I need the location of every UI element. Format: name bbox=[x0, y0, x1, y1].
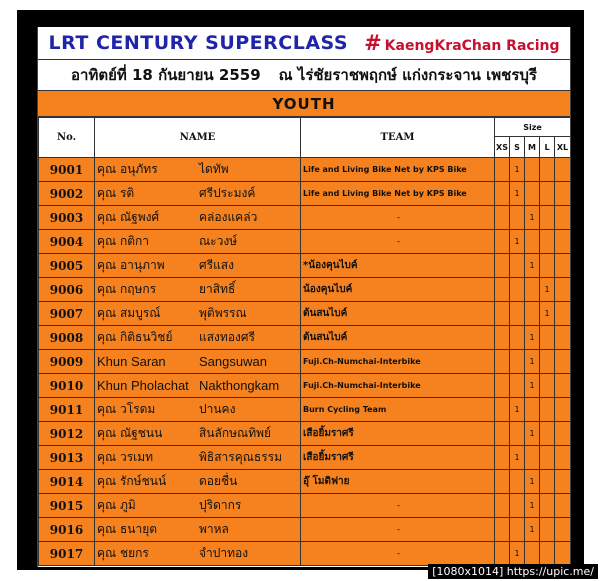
col-header-size-xl: XL bbox=[555, 137, 571, 158]
team-name: น้องคุนไบค์ bbox=[301, 278, 495, 302]
table-row bbox=[39, 542, 571, 566]
col-header-no: No. bbox=[39, 118, 95, 158]
size-cell-xl bbox=[555, 182, 571, 206]
size-cell-s: 1 bbox=[510, 230, 525, 254]
col-header-team: TEAM bbox=[301, 118, 495, 158]
participant-name bbox=[95, 302, 301, 326]
size-cell-xs bbox=[495, 182, 510, 206]
registration-sheet bbox=[37, 27, 571, 567]
event-hashtag bbox=[364, 31, 559, 55]
size-cell-l bbox=[540, 254, 555, 278]
size-cell-m: 1 bbox=[525, 422, 540, 446]
participant-number: 9008 bbox=[39, 326, 95, 350]
participant-number: 9014 bbox=[39, 470, 95, 494]
participant-name bbox=[95, 470, 301, 494]
participant-name bbox=[95, 158, 301, 182]
watermark: [1080x1014] https://upic.me/ bbox=[428, 564, 598, 579]
first-name: คุณ ณัฐพงศ์ bbox=[97, 210, 160, 224]
participant-name bbox=[95, 422, 301, 446]
table-row bbox=[39, 182, 571, 206]
size-cell-xl bbox=[555, 518, 571, 542]
table-row bbox=[39, 350, 571, 374]
size-cell-l bbox=[540, 422, 555, 446]
team-name: อุ๊ โมดิฟาย bbox=[301, 470, 495, 494]
table-row bbox=[39, 446, 571, 470]
event-title: LRT CENTURY SUPERCLASS bbox=[48, 32, 349, 54]
col-header-size: Size bbox=[495, 118, 571, 137]
last-name: พาหล bbox=[199, 522, 229, 536]
first-name: คุณ ธนายุต bbox=[97, 522, 158, 536]
size-cell-xs bbox=[495, 206, 510, 230]
size-cell-m: 1 bbox=[525, 518, 540, 542]
size-cell-xs bbox=[495, 230, 510, 254]
size-cell-xl bbox=[555, 278, 571, 302]
team-name: Life and Living Bike Net by KPS Bike bbox=[301, 158, 495, 182]
table-row bbox=[39, 518, 571, 542]
first-name: Khun Saran bbox=[97, 354, 166, 369]
size-cell-m bbox=[525, 446, 540, 470]
size-cell-xl bbox=[555, 446, 571, 470]
participant-name bbox=[95, 398, 301, 422]
size-cell-l: 1 bbox=[540, 278, 555, 302]
size-cell-xl bbox=[555, 302, 571, 326]
size-cell-xs bbox=[495, 542, 510, 566]
table-row bbox=[39, 326, 571, 350]
size-cell-xs bbox=[495, 518, 510, 542]
size-cell-s bbox=[510, 302, 525, 326]
size-cell-xl bbox=[555, 350, 571, 374]
participant-number: 9002 bbox=[39, 182, 95, 206]
size-cell-xl bbox=[555, 542, 571, 566]
first-name: คุณ ภูมิ bbox=[97, 498, 136, 512]
last-name: แสงทองศรี bbox=[199, 330, 255, 344]
hashtag-symbol: # bbox=[364, 31, 382, 55]
participant-name bbox=[95, 518, 301, 542]
size-cell-l bbox=[540, 206, 555, 230]
first-name: คุณ รติ bbox=[97, 186, 135, 200]
size-cell-xl bbox=[555, 326, 571, 350]
table-row bbox=[39, 422, 571, 446]
last-name: คล่องแคล่ว bbox=[199, 210, 258, 224]
participant-number: 9004 bbox=[39, 230, 95, 254]
participant-name bbox=[95, 542, 301, 566]
first-name: คุณ กฤษกร bbox=[97, 282, 157, 296]
size-cell-m bbox=[525, 398, 540, 422]
size-cell-l bbox=[540, 158, 555, 182]
participant-rows bbox=[39, 158, 571, 566]
table-row bbox=[39, 230, 571, 254]
first-name: คุณ อานุภาพ bbox=[97, 258, 165, 272]
last-name: สินลักษณทิพย์ bbox=[199, 426, 272, 440]
size-cell-xl bbox=[555, 158, 571, 182]
size-cell-xs bbox=[495, 470, 510, 494]
team-name: - bbox=[301, 494, 495, 518]
size-cell-l: 1 bbox=[540, 302, 555, 326]
size-cell-l bbox=[540, 326, 555, 350]
size-cell-s bbox=[510, 254, 525, 278]
participant-name bbox=[95, 230, 301, 254]
size-cell-m bbox=[525, 182, 540, 206]
size-cell-m bbox=[525, 158, 540, 182]
last-name: ศรีประมงค์ bbox=[199, 186, 256, 200]
size-cell-xs bbox=[495, 254, 510, 278]
team-name: ต้นสนไบค์ bbox=[301, 302, 495, 326]
first-name: คุณ อนุภัทร bbox=[97, 162, 158, 176]
size-cell-l bbox=[540, 518, 555, 542]
participant-name bbox=[95, 326, 301, 350]
size-cell-l bbox=[540, 350, 555, 374]
last-name: ณะวงษ์ bbox=[199, 234, 238, 248]
team-name: - bbox=[301, 518, 495, 542]
col-header-size-m: M bbox=[525, 137, 540, 158]
size-cell-m: 1 bbox=[525, 470, 540, 494]
last-name: พิธิสารคุณธรรม bbox=[199, 450, 283, 464]
size-cell-l bbox=[540, 470, 555, 494]
size-cell-s: 1 bbox=[510, 158, 525, 182]
col-header-size-l: L bbox=[540, 137, 555, 158]
table-row bbox=[39, 470, 571, 494]
first-name: Khun Pholachat bbox=[97, 378, 189, 393]
last-name: ปานคง bbox=[199, 402, 236, 416]
size-cell-xs bbox=[495, 494, 510, 518]
last-name: Sangsuwan bbox=[199, 354, 267, 369]
size-cell-xs bbox=[495, 398, 510, 422]
size-cell-s bbox=[510, 326, 525, 350]
size-cell-l bbox=[540, 398, 555, 422]
team-name: Life and Living Bike Net by KPS Bike bbox=[301, 182, 495, 206]
size-cell-xl bbox=[555, 374, 571, 398]
col-header-size-s: S bbox=[510, 137, 525, 158]
participant-table bbox=[38, 117, 571, 566]
table-row bbox=[39, 302, 571, 326]
size-cell-m: 1 bbox=[525, 254, 540, 278]
participant-number: 9006 bbox=[39, 278, 95, 302]
last-name: จำปาทอง bbox=[199, 546, 249, 560]
team-name: Burn Cycling Team bbox=[301, 398, 495, 422]
size-cell-xs bbox=[495, 422, 510, 446]
size-cell-s bbox=[510, 206, 525, 230]
first-name: คุณ วรเมท bbox=[97, 450, 154, 464]
table-row bbox=[39, 158, 571, 182]
size-cell-s bbox=[510, 470, 525, 494]
participant-number: 9012 bbox=[39, 422, 95, 446]
size-cell-xl bbox=[555, 494, 571, 518]
size-cell-xl bbox=[555, 422, 571, 446]
participant-name bbox=[95, 374, 301, 398]
size-cell-xs bbox=[495, 326, 510, 350]
participant-name bbox=[95, 350, 301, 374]
participant-number: 9015 bbox=[39, 494, 95, 518]
size-cell-m: 1 bbox=[525, 326, 540, 350]
size-cell-m bbox=[525, 278, 540, 302]
size-cell-s bbox=[510, 374, 525, 398]
size-cell-xl bbox=[555, 254, 571, 278]
first-name: คุณ กติกา bbox=[97, 234, 150, 248]
size-cell-xl bbox=[555, 470, 571, 494]
team-name: Fuji.Ch-Numchai-Interbike bbox=[301, 374, 495, 398]
size-cell-s: 1 bbox=[510, 542, 525, 566]
size-cell-xl bbox=[555, 206, 571, 230]
first-name: คุณ กิติธนวิชย์ bbox=[97, 330, 173, 344]
sheet-title bbox=[38, 27, 570, 60]
size-cell-s bbox=[510, 518, 525, 542]
table-row bbox=[39, 398, 571, 422]
size-cell-s: 1 bbox=[510, 398, 525, 422]
size-cell-xl bbox=[555, 230, 571, 254]
size-cell-l bbox=[540, 542, 555, 566]
size-cell-s bbox=[510, 494, 525, 518]
participant-number: 9013 bbox=[39, 446, 95, 470]
size-cell-xs bbox=[495, 374, 510, 398]
size-cell-xs bbox=[495, 278, 510, 302]
event-subtitle bbox=[38, 60, 570, 91]
col-header-size-xs: XS bbox=[495, 137, 510, 158]
first-name: คุณ ชยกร bbox=[97, 546, 149, 560]
first-name: คุณ ณัฐชนน bbox=[97, 426, 163, 440]
size-cell-xs bbox=[495, 350, 510, 374]
team-name: ต้นสนไบค์ bbox=[301, 326, 495, 350]
size-cell-xs bbox=[495, 446, 510, 470]
participant-number: 9016 bbox=[39, 518, 95, 542]
participant-name bbox=[95, 278, 301, 302]
last-name: ศรีแสง bbox=[199, 258, 234, 272]
participant-name bbox=[95, 182, 301, 206]
last-name: พุติพรรณ bbox=[199, 306, 247, 320]
participant-number: 9007 bbox=[39, 302, 95, 326]
size-cell-l bbox=[540, 494, 555, 518]
team-name: *น้องคุนไบค์ bbox=[301, 254, 495, 278]
participant-number: 9009 bbox=[39, 350, 95, 374]
size-cell-l bbox=[540, 374, 555, 398]
size-cell-m bbox=[525, 230, 540, 254]
size-cell-s bbox=[510, 350, 525, 374]
participant-name bbox=[95, 254, 301, 278]
team-name: - bbox=[301, 542, 495, 566]
size-cell-l bbox=[540, 182, 555, 206]
table-row bbox=[39, 206, 571, 230]
section-heading: YOUTH bbox=[38, 91, 570, 117]
size-cell-xs bbox=[495, 158, 510, 182]
team-name: - bbox=[301, 206, 495, 230]
size-cell-s bbox=[510, 278, 525, 302]
participant-number: 9011 bbox=[39, 398, 95, 422]
first-name: คุณ วโรดม bbox=[97, 402, 156, 416]
last-name: ยาสิทธิ์ bbox=[199, 282, 236, 296]
participant-number: 9001 bbox=[39, 158, 95, 182]
size-cell-xs bbox=[495, 302, 510, 326]
size-cell-m bbox=[525, 542, 540, 566]
participant-name bbox=[95, 206, 301, 230]
table-row bbox=[39, 254, 571, 278]
size-cell-m bbox=[525, 302, 540, 326]
team-name: เสือยิ้มราศรี bbox=[301, 446, 495, 470]
size-cell-m: 1 bbox=[525, 350, 540, 374]
size-cell-m: 1 bbox=[525, 206, 540, 230]
table-row bbox=[39, 374, 571, 398]
size-cell-l bbox=[540, 230, 555, 254]
size-cell-xl bbox=[555, 398, 571, 422]
table-row bbox=[39, 494, 571, 518]
participant-number: 9010 bbox=[39, 374, 95, 398]
hashtag-text: KaengKraChan Racing bbox=[384, 38, 560, 54]
table-row bbox=[39, 278, 571, 302]
participant-name bbox=[95, 446, 301, 470]
first-name: คุณ รักษ์ชนน์ bbox=[97, 474, 167, 488]
participant-number: 9017 bbox=[39, 542, 95, 566]
participant-name bbox=[95, 494, 301, 518]
size-cell-m: 1 bbox=[525, 494, 540, 518]
last-name: ปุริดากร bbox=[199, 498, 242, 512]
size-cell-m: 1 bbox=[525, 374, 540, 398]
participant-number: 9005 bbox=[39, 254, 95, 278]
col-header-name: NAME bbox=[95, 118, 301, 158]
team-name: Fuji.Ch-Numchai-Interbike bbox=[301, 350, 495, 374]
event-place: ณ ไร่ชัยราชพฤกษ์ แก่งกระจาน เพชรบุรี bbox=[278, 66, 537, 84]
last-name: ดอยชื่น bbox=[199, 474, 238, 488]
size-cell-s: 1 bbox=[510, 182, 525, 206]
participant-number: 9003 bbox=[39, 206, 95, 230]
size-cell-l bbox=[540, 446, 555, 470]
last-name: Nakthongkam bbox=[199, 378, 280, 393]
team-name: - bbox=[301, 230, 495, 254]
team-name: เสือยิ้มราศรี bbox=[301, 422, 495, 446]
size-cell-s bbox=[510, 422, 525, 446]
event-date: อาทิตย์ที่ 18 กันยายน 2559 bbox=[71, 66, 261, 84]
size-cell-s: 1 bbox=[510, 446, 525, 470]
first-name: คุณ สมบูรณ์ bbox=[97, 306, 161, 320]
last-name: ไดทัพ bbox=[199, 162, 229, 176]
